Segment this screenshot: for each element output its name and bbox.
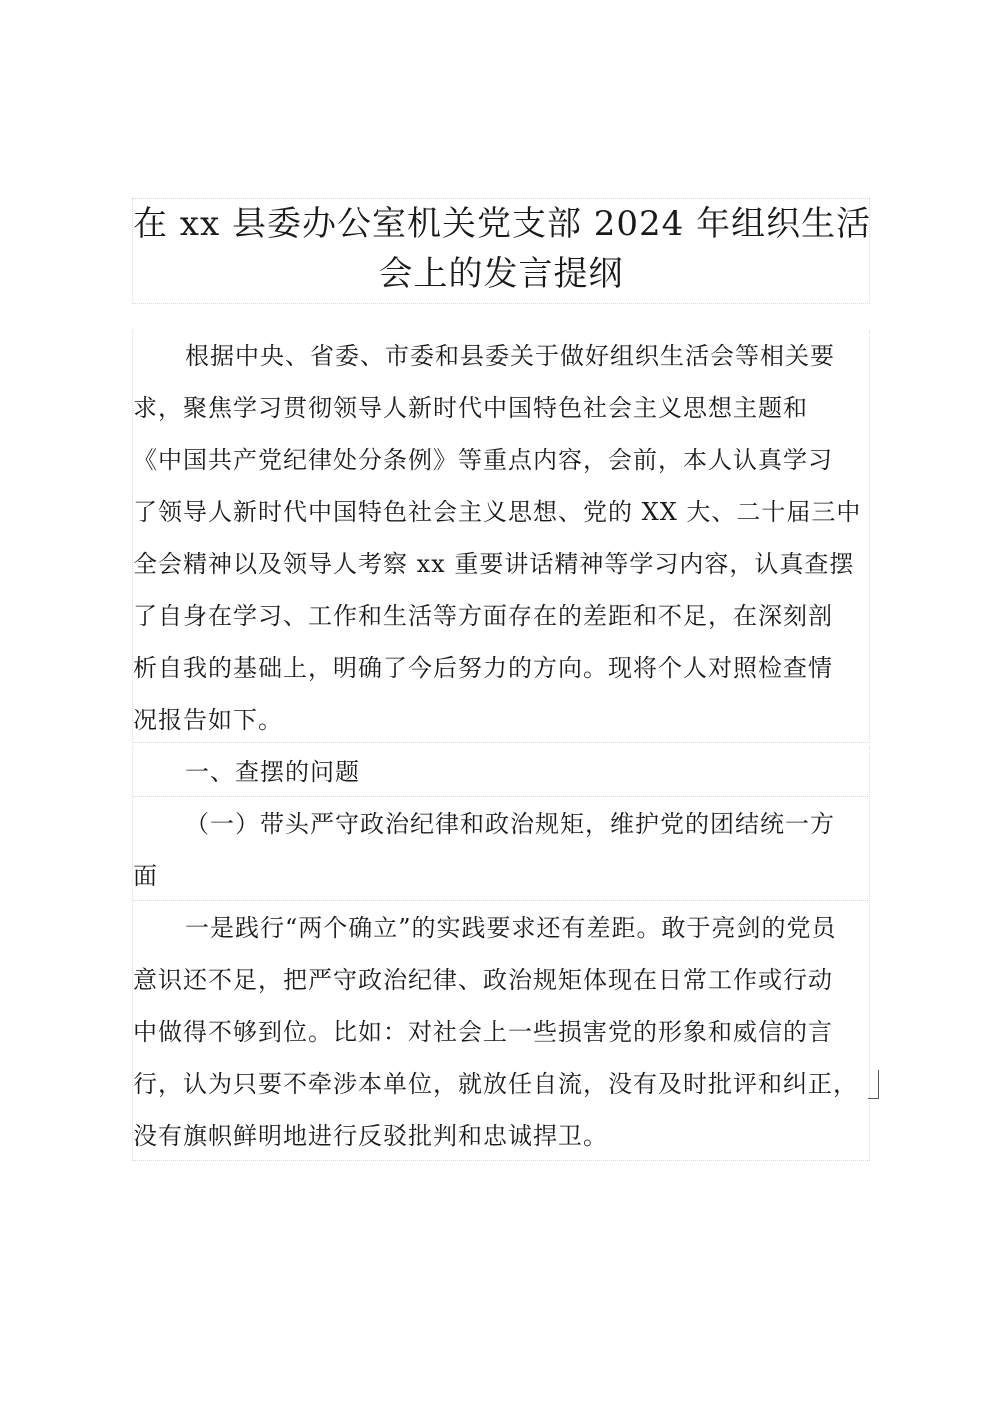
point-line: 行，认为只要不牵涉本单位，就放任自流，没有及时批评和纠正，: [133, 1070, 858, 1098]
subsection-line: 面: [133, 862, 158, 890]
section-heading-text: 一、查摆的问题: [185, 758, 360, 786]
subsection-line: （一）带头严守政治纪律和政治规矩，维护党的团结统一方: [185, 810, 835, 838]
title-line-1: 在 xx 县委办公室机关党支部 2024 年组织生活: [133, 204, 872, 244]
margin-corner-mark: [868, 1070, 879, 1099]
title-line-2: 会上的发言提纲: [378, 254, 624, 294]
intro-line: 了自身在学习、工作和生活等方面存在的差距和不足，在深刻剖: [133, 602, 833, 630]
point-line: 意识还不足，把严守政治纪律、政治规矩体现在日常工作或行动: [133, 966, 833, 994]
subsection-heading: [132, 798, 870, 901]
intro-line: 全会精神以及领导人考察 xx 重要讲话精神等学习内容，认真查摆: [133, 550, 855, 578]
intro-paragraph: [132, 330, 870, 743]
document-title: [132, 198, 870, 304]
intro-line: 了领导人新时代中国特色社会主义思想、党的 XX 大、二十届三中: [133, 498, 862, 526]
point-line: 没有旗帜鲜明地进行反驳批判和忠诚捍卫。: [133, 1122, 608, 1150]
point-line: 中做得不够到位。比如：对社会上一些损害党的形象和威信的言: [133, 1018, 833, 1046]
intro-line: 求，聚焦学习贯彻领导人新时代中国特色社会主义思想主题和: [133, 394, 808, 422]
intro-line: 《中国共产党纪律处分条例》等重点内容，会前，本人认真学习: [133, 446, 833, 474]
point-line: 一是践行“两个确立”的实践要求还有差距。敢于亮剑的党员: [185, 914, 837, 942]
section-heading: [132, 746, 870, 797]
intro-line: 析自我的基础上，明确了今后努力的方向。现将个人对照检查情: [133, 654, 833, 682]
intro-line: 况报告如下。: [133, 706, 283, 734]
intro-line: 根据中央、省委、市委和县委关于做好组织生活会等相关要: [185, 342, 835, 370]
point-paragraph: [132, 902, 870, 1161]
